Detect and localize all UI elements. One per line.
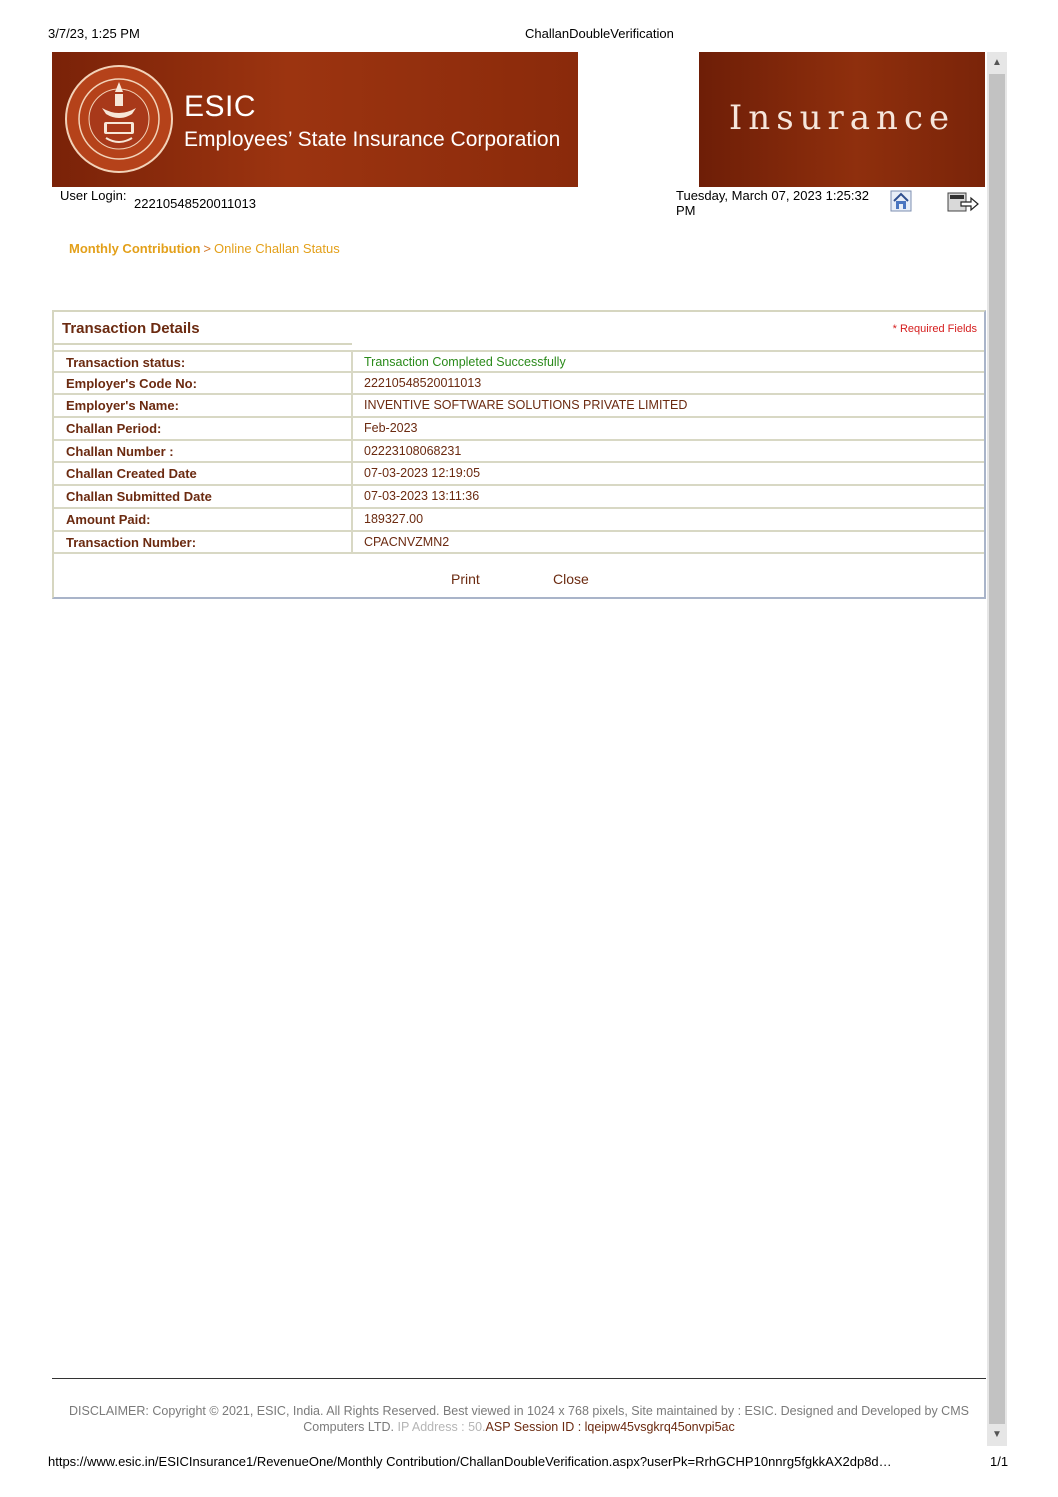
table-row bbox=[54, 532, 984, 555]
row-value: 07-03-2023 13:11:36 bbox=[364, 489, 480, 504]
brand-short: ESIC bbox=[184, 90, 257, 123]
required-fields-note: * Required Fields bbox=[892, 323, 977, 335]
column-divider bbox=[351, 461, 353, 485]
action-bar bbox=[54, 561, 984, 597]
row-value: 22210548520011013 bbox=[364, 375, 482, 390]
print-header bbox=[0, 26, 1058, 44]
details-table bbox=[54, 350, 984, 554]
column-divider bbox=[351, 530, 353, 554]
column-divider bbox=[351, 393, 353, 417]
print-page-title: ChallanDoubleVerification bbox=[525, 26, 674, 41]
print-button[interactable]: Print bbox=[451, 571, 480, 587]
column-divider bbox=[351, 484, 353, 508]
row-value: Transaction Completed Successfully bbox=[364, 355, 566, 369]
vertical-scrollbar[interactable] bbox=[987, 52, 1007, 1446]
breadcrumb bbox=[69, 241, 340, 256]
table-row bbox=[54, 395, 984, 418]
print-url: https://www.esic.in/ESICInsurance1/RevenueOne/Monthly Contribution/ChallanDoubleVerification.aspx?userPk=RrhGCHP10nnrg5fgkkAX2dp8d… bbox=[48, 1454, 892, 1469]
table-row bbox=[54, 418, 984, 441]
esic-logo[interactable] bbox=[64, 64, 174, 174]
brand-full: Employees’ State Insurance Corporation bbox=[184, 128, 561, 151]
logout-icon[interactable] bbox=[947, 191, 979, 213]
row-label: Transaction Number: bbox=[66, 534, 197, 550]
row-value: 07-03-2023 12:19:05 bbox=[364, 466, 481, 481]
row-label: Transaction status: bbox=[66, 355, 186, 370]
user-login-id: 22210548520011013 bbox=[134, 196, 256, 211]
scroll-up-arrow-icon[interactable]: ▲ bbox=[992, 57, 1002, 68]
panel-title: Transaction Details bbox=[62, 320, 200, 337]
print-page-number: 1/1 bbox=[990, 1454, 1009, 1469]
table-row bbox=[54, 373, 984, 396]
breadcrumb-separator: > bbox=[203, 241, 212, 256]
user-login-label: User Login: bbox=[60, 188, 127, 203]
row-label: Employer's Code No: bbox=[66, 375, 197, 391]
panel-title-divider bbox=[54, 343, 352, 345]
table-row bbox=[54, 463, 984, 486]
banner-word: Insurance bbox=[728, 98, 956, 138]
row-label: Challan Number : bbox=[66, 443, 174, 459]
breadcrumb-current: Online Challan Status bbox=[214, 241, 340, 256]
column-divider bbox=[351, 416, 353, 440]
print-footer bbox=[0, 1454, 1058, 1472]
ip-address: IP Address : 50. bbox=[394, 1420, 486, 1434]
row-label: Employer's Name: bbox=[66, 398, 179, 414]
row-value: Feb-2023 bbox=[364, 421, 418, 436]
row-value: 189327.00 bbox=[364, 511, 424, 526]
scroll-thumb[interactable] bbox=[989, 74, 1005, 1424]
column-divider bbox=[351, 507, 353, 531]
print-datetime: 3/7/23, 1:25 PM bbox=[48, 26, 140, 41]
footer-divider bbox=[52, 1378, 986, 1379]
transaction-details-panel bbox=[52, 310, 986, 599]
row-label: Amount Paid: bbox=[66, 511, 151, 527]
home-icon[interactable] bbox=[890, 190, 912, 212]
row-value: INVENTIVE SOFTWARE SOLUTIONS PRIVATE LIMITED bbox=[364, 398, 688, 413]
table-row bbox=[54, 486, 984, 509]
column-divider bbox=[351, 371, 353, 395]
session-id: ASP Session ID : lqeipw45vsgkrq45onvpi5ac bbox=[485, 1420, 735, 1434]
scroll-down-arrow-icon[interactable]: ▼ bbox=[992, 1429, 1002, 1440]
row-value: 02223108068231 bbox=[364, 443, 462, 458]
row-label: Challan Period: bbox=[66, 421, 162, 437]
row-value: CPACNVZMN2 bbox=[364, 534, 450, 549]
disclaimer-text: DISCLAIMER: Copyright © 2021, ESIC, India. All Rights Reserved. Best viewed in 1024 x 768 pixels, Site maintained by : ESIC. Designed and Developed by CMS Computers LTD. bbox=[69, 1404, 969, 1434]
table-row bbox=[54, 441, 984, 464]
close-button[interactable]: Close bbox=[553, 571, 589, 587]
row-label: Challan Submitted Date bbox=[66, 489, 212, 505]
footer-disclaimer bbox=[52, 1403, 986, 1435]
breadcrumb-monthly-contribution[interactable]: Monthly Contribution bbox=[69, 241, 201, 256]
current-datetime: Tuesday, March 07, 2023 1:25:32 PM bbox=[676, 188, 869, 218]
table-row bbox=[54, 350, 984, 373]
insurance-banner bbox=[699, 52, 985, 187]
column-divider bbox=[351, 439, 353, 463]
header-banner bbox=[52, 52, 578, 187]
table-row bbox=[54, 509, 984, 532]
row-label: Challan Created Date bbox=[66, 466, 197, 482]
